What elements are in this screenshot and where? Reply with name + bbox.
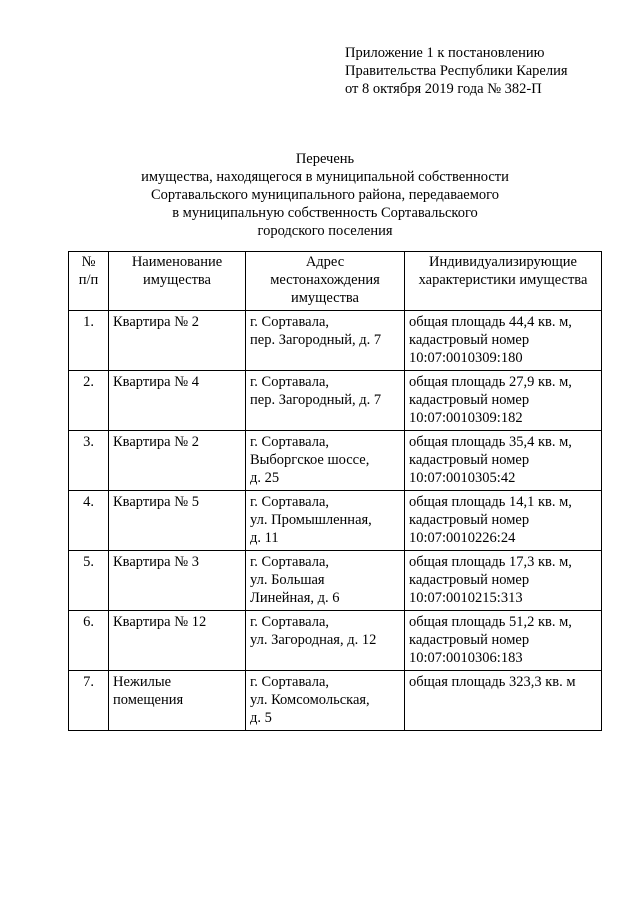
cell-line: общая площадь 35,4 кв. м,: [409, 434, 572, 450]
cell-line: общая площадь 51,2 кв. м,: [409, 614, 572, 630]
row-number: 7.: [69, 671, 109, 731]
cell-line: пер. Загородный, д. 7: [250, 332, 382, 348]
header-line: Наименование: [131, 254, 223, 270]
title-line: в муниципальную собственность Сортавальского: [172, 205, 478, 221]
cell-line: д. 11: [250, 530, 279, 546]
table-row: [69, 671, 602, 731]
appendix-line: от 8 октября 2019 года № 382-П: [345, 81, 542, 97]
property-table: [68, 251, 602, 731]
header-line: имущества: [290, 290, 359, 306]
header-line: местонахождения: [270, 272, 380, 288]
table-row: [69, 551, 602, 611]
cell-line: кадастровый номер: [409, 512, 530, 528]
cell-line: пер. Загородный, д. 7: [250, 392, 382, 408]
row-number: 3.: [69, 431, 109, 491]
property-address-cell: [246, 311, 405, 371]
cell-line: Квартира № 3: [113, 554, 199, 570]
header-line: имущества: [142, 272, 211, 288]
cell-line: 10:07:0010226:24: [409, 530, 516, 546]
row-number: 5.: [69, 551, 109, 611]
cell-line: г. Сортавала,: [250, 554, 330, 570]
cell-line: г. Сортавала,: [250, 374, 330, 390]
cell-line: г. Сортавала,: [250, 614, 330, 630]
table-row: [69, 611, 602, 671]
appendix-line: Приложение 1 к постановлению: [345, 45, 545, 61]
cell-line: общая площадь 17,3 кв. м,: [409, 554, 572, 570]
property-name-cell: [109, 371, 246, 431]
cell-line: общая площадь 323,3 кв. м: [409, 674, 576, 690]
cell-line: Линейная, д. 6: [250, 590, 340, 606]
cell-line: г. Сортавала,: [250, 314, 330, 330]
cell-line: общая площадь 44,4 кв. м,: [409, 314, 572, 330]
cell-line: ул. Большая: [250, 572, 325, 588]
cell-line: общая площадь 27,9 кв. м,: [409, 374, 572, 390]
cell-line: помещения: [113, 692, 184, 708]
cell-line: г. Сортавала,: [250, 674, 330, 690]
cell-line: кадастровый номер: [409, 332, 530, 348]
cell-line: д. 5: [250, 710, 272, 726]
table-row: [69, 311, 602, 371]
property-address-cell: [246, 671, 405, 731]
property-name-cell: [109, 431, 246, 491]
cell-line: Квартира № 2: [113, 314, 199, 330]
cell-line: 10:07:0010309:182: [409, 410, 523, 426]
property-address-cell: [246, 611, 405, 671]
cell-line: Выборгское шоссе,: [250, 452, 370, 468]
table-row: [69, 491, 602, 551]
header-details: [405, 252, 602, 311]
cell-line: Квартира № 4: [113, 374, 199, 390]
cell-line: Квартира № 2: [113, 434, 199, 450]
row-number: 6.: [69, 611, 109, 671]
property-name-cell: [109, 311, 246, 371]
property-address-cell: [246, 551, 405, 611]
property-name-cell: [109, 551, 246, 611]
cell-line: кадастровый номер: [409, 572, 530, 588]
header-line: п/п: [78, 272, 99, 288]
header-address: [246, 252, 405, 311]
property-details-cell: [405, 431, 602, 491]
cell-line: д. 25: [250, 470, 280, 486]
header-number: [69, 252, 109, 311]
title-line: городского поселения: [257, 223, 393, 239]
cell-line: кадастровый номер: [409, 452, 530, 468]
cell-line: ул. Загородная, д. 12: [250, 632, 377, 648]
property-details-cell: [405, 551, 602, 611]
header-line: №: [81, 254, 96, 270]
cell-line: г. Сортавала,: [250, 434, 330, 450]
cell-line: общая площадь 14,1 кв. м,: [409, 494, 572, 510]
cell-line: Квартира № 5: [113, 494, 199, 510]
property-name-cell: [109, 611, 246, 671]
cell-line: 10:07:0010309:180: [409, 350, 523, 366]
cell-line: 10:07:0010306:183: [409, 650, 523, 666]
property-details-cell: [405, 371, 602, 431]
cell-line: кадастровый номер: [409, 632, 530, 648]
title-line: Сортавальского муниципального района, передаваемого: [151, 187, 499, 203]
cell-line: Нежилые: [113, 674, 172, 690]
cell-line: 10:07:0010305:42: [409, 470, 516, 486]
cell-line: 10:07:0010215:313: [409, 590, 523, 606]
property-address-cell: [246, 491, 405, 551]
property-details-cell: [405, 491, 602, 551]
property-name-cell: [109, 491, 246, 551]
appendix-line: Правительства Республики Карелия: [345, 63, 568, 79]
header-line: Индивидуализирующие: [429, 254, 577, 270]
header-line: характеристики имущества: [418, 272, 588, 288]
table-header-row: [69, 252, 602, 311]
cell-line: Квартира № 12: [113, 614, 207, 630]
property-address-cell: [246, 371, 405, 431]
document-title: [80, 150, 570, 240]
cell-line: ул. Промышленная,: [250, 512, 372, 528]
appendix-note: [345, 44, 568, 98]
table-row: [69, 371, 602, 431]
property-details-cell: [405, 611, 602, 671]
cell-line: г. Сортавала,: [250, 494, 330, 510]
property-address-cell: [246, 431, 405, 491]
row-number: 2.: [69, 371, 109, 431]
property-details-cell: [405, 671, 602, 731]
table-body: [69, 311, 602, 731]
title-line: имущества, находящегося в муниципальной собственности: [141, 169, 509, 185]
row-number: 4.: [69, 491, 109, 551]
header-name: [109, 252, 246, 311]
property-details-cell: [405, 311, 602, 371]
row-number: 1.: [69, 311, 109, 371]
property-name-cell: [109, 671, 246, 731]
cell-line: ул. Комсомольская,: [250, 692, 370, 708]
header-line: Адрес: [305, 254, 345, 270]
table-row: [69, 431, 602, 491]
cell-line: кадастровый номер: [409, 392, 530, 408]
title-line: Перечень: [295, 151, 355, 167]
